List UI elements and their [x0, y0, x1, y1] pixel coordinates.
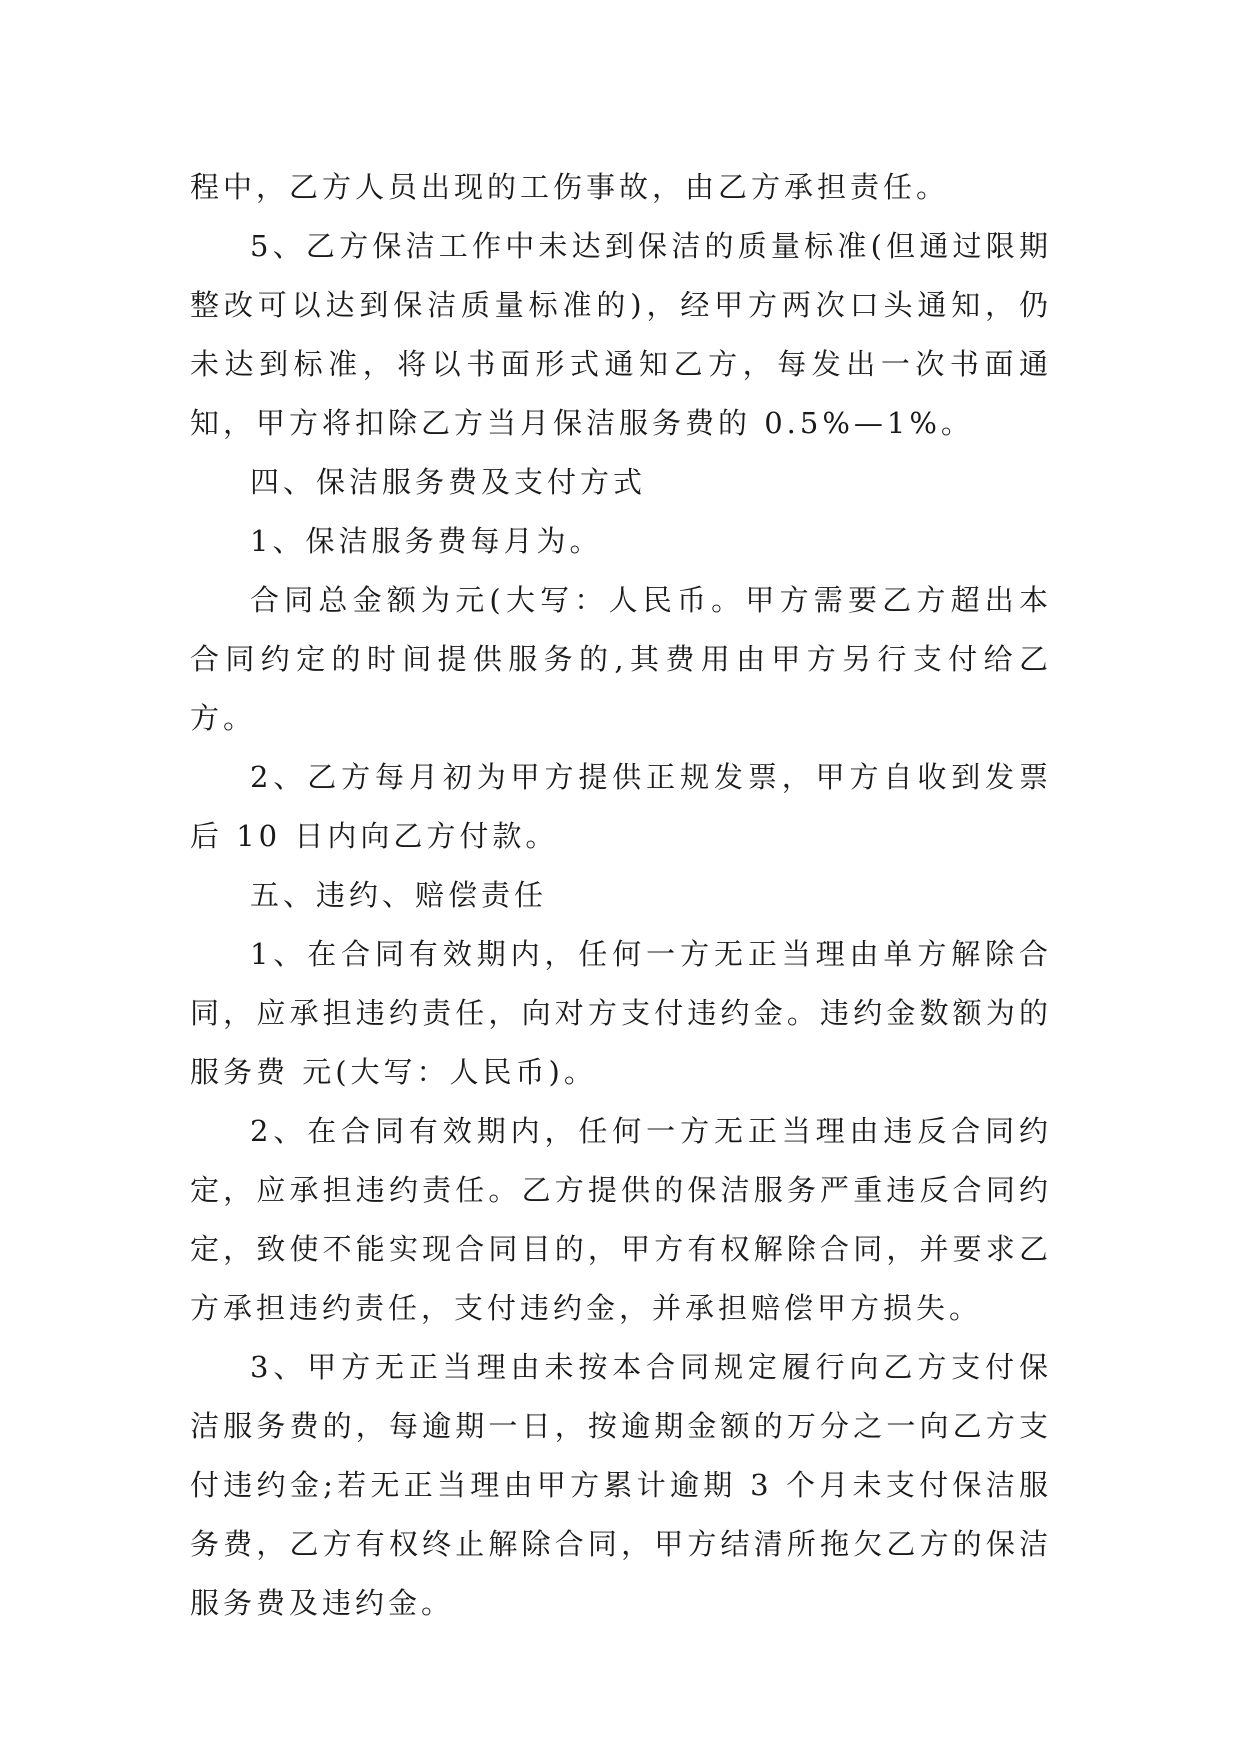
section-heading: 五、违约、赔偿责任 — [250, 878, 548, 912]
paragraph: 程中，乙方人员出现的工伤事故，由乙方承担责任。 — [190, 170, 950, 204]
paragraph: 5、乙方保洁工作中未达到保洁的质量标准(但通过限期整改可以达到保洁质量标准的)，经甲方两次口头通知，仍未达到标准，将以书面形式通知乙方，每发出一次书面通知，甲方将扣除乙方当月保洁服务费的 0.5%—1%。 — [190, 229, 1052, 440]
paragraph: 2、乙方每月初为甲方提供正规发票，甲方自收到发票后 10 日内向乙方付款。 — [190, 760, 1052, 853]
paragraph: 2、在合同有效期内，任何一方无正当理由违反合同约定，应承担违约责任。乙方提供的保洁服务严重违反合同约定，致使不能实现合同目的，甲方有权解除合同，并要求乙方承担违约责任，支付违约金，并承担赔偿甲方损失。 — [190, 1114, 1052, 1325]
paragraph: 合同总金额为元(大写：人民币。甲方需要乙方超出本合同约定的时间提供服务的,其费用由甲方另行支付给乙方。 — [190, 583, 1052, 735]
paragraph: 3、甲方无正当理由未按本合同规定履行向乙方支付保洁服务费的，每逾期一日，按逾期金额的万分之一向乙方支付违约金;若无正当理由甲方累计逾期 3 个月未支付保洁服务费，乙方有权终止解除合同，甲方结清所拖欠乙方的保洁服务费及违约金。 — [190, 1350, 1052, 1620]
paragraph: 1、保洁服务费每月为。 — [250, 524, 603, 558]
section-heading: 四、保洁服务费及支付方式 — [250, 465, 647, 499]
paragraph: 1、在合同有效期内，任何一方无正当理由单方解除合同，应承担违约责任，向对方支付违约金。违约金数额为的服务费 元(大写：人民币)。 — [190, 937, 1052, 1089]
document-body — [190, 158, 1052, 1633]
